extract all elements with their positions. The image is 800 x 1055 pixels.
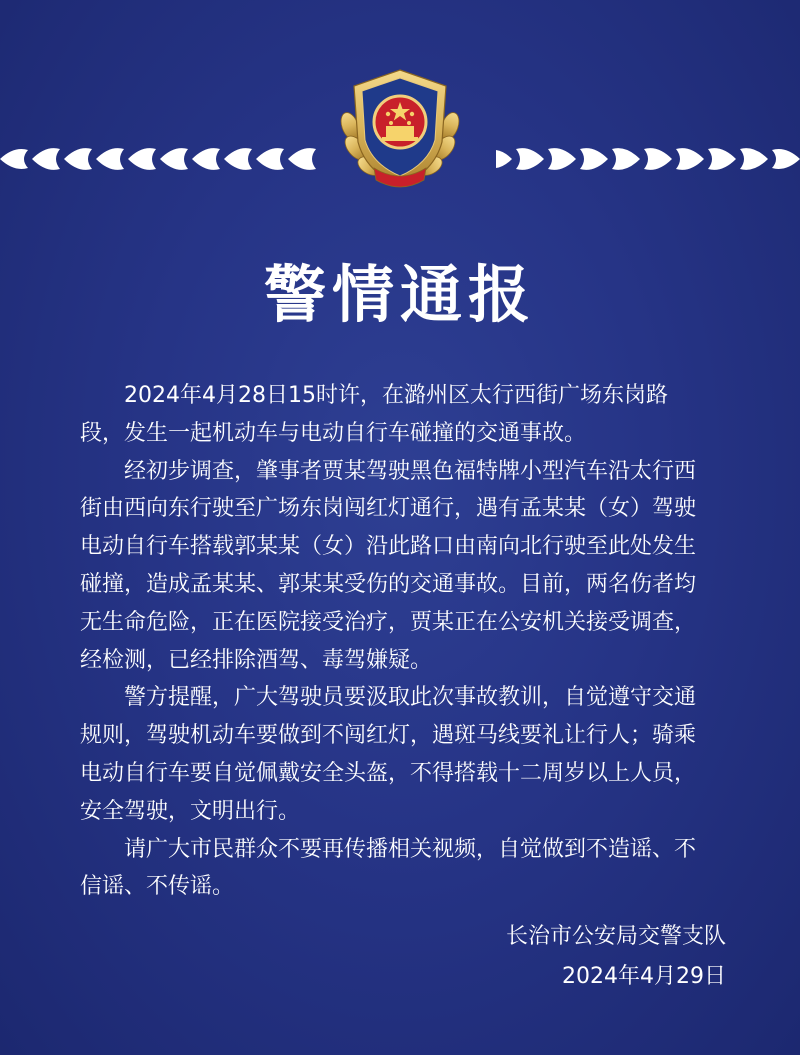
text-line: 电动自行车搭载郭某某（女）沿此路口由南向北行驶至此处发生 <box>80 534 697 560</box>
text-line: 街由西向东行驶至广场东岗闯红灯通行，遇有孟某某（女）驾驶 <box>80 496 697 522</box>
text-line: 电动自行车要自觉佩戴安全头盔，不得搭载十二周岁以上人员， <box>80 760 697 786</box>
text-line: 经检测，已经排除酒驾、毒驾嫌疑。 <box>80 647 433 673</box>
text-line: 段，发生一起机动车与电动自行车碰撞的交通事故。 <box>80 420 587 446</box>
paragraph-reminder <box>80 679 770 830</box>
issue-date: 2024年4月29日 <box>562 964 726 989</box>
notice-body <box>80 377 770 906</box>
left-wings-icon <box>0 138 330 180</box>
issuer-name: 长治市公安局交警支队 <box>505 924 726 949</box>
police-badge-icon <box>328 64 472 198</box>
paragraph-incident <box>80 377 770 453</box>
text-line: 经初步调查，肇事者贾某驾驶黑色福特牌小型汽车沿太行西 <box>124 458 697 484</box>
text-line: 规则，驾驶机动车要做到不闯红灯，遇斑马线要礼让行人；骑乘 <box>80 723 697 749</box>
paragraph-rumor-warning <box>80 831 770 907</box>
page-title: 警情通报 <box>263 258 536 331</box>
text-line: 安全驾驶，文明出行。 <box>80 798 301 824</box>
paragraph-investigation <box>80 453 770 680</box>
text-line: 碰撞，造成孟某某、郭某某受伤的交通事故。目前，两名伤者均 <box>80 571 697 597</box>
right-wings-icon <box>496 138 800 180</box>
signature-block <box>430 917 726 997</box>
text-line: 无生命危险，正在医院接受治疗，贾某正在公安机关接受调查， <box>80 609 697 635</box>
text-line: 信谣、不传谣。 <box>80 874 235 900</box>
text-line: 2024年4月28日15时许，在潞州区太行西街广场东岗路 <box>124 383 668 408</box>
text-line: 警方提醒，广大驾驶员要汲取此次事故教训，自觉遵守交通 <box>124 685 697 711</box>
text-line: 请广大市民群众不要再传播相关视频，自觉做到不造谣、不 <box>124 836 697 862</box>
